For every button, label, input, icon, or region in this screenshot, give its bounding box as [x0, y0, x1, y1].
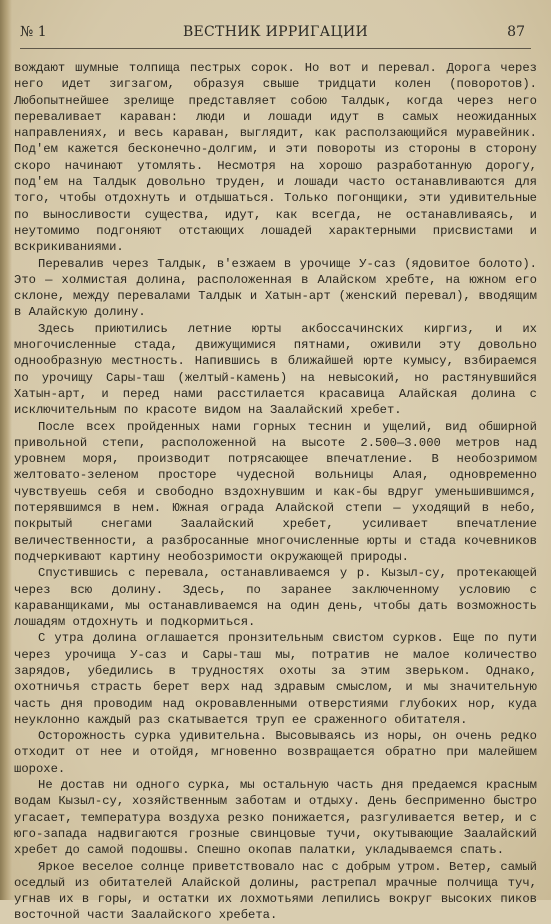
- page-spine-shadow: [0, 0, 12, 900]
- issue-number: № 1: [20, 24, 47, 40]
- paragraph: Яркое веселое солнце приветствовало нас с добрым утром. Ветер, самый оседлый из обитателей Алайской долины, растрепал мрачные полчища туч, угнав их в горы, и остатки их лохмотьями лепились вокруг высоких пиков восточной части Заалайского хребета.: [14, 859, 537, 923]
- running-header: [20, 22, 531, 49]
- paragraph: Перевалив через Талдык, в'езжаем в урочище У-саз (ядовитое болото). Это — холмистая долина, расположенная в Алайском хребте, на южном его склоне, между перевалами Талдык и Хатын-арт (женский перевал), вводящим в Алайскую долину.: [14, 256, 537, 320]
- paragraph: Спустившись с перевала, останавливаемся у р. Кызыл-су, протекающей через всю долину. Здесь, по заранее заключенному условию с караванщиками, мы останавливаемся на один день, чтобы дать возможность лошадям отдохнуть и подкормиться.: [14, 566, 537, 630]
- paragraph: С утра долина оглашается пронзительным свистом сурков. Еще по пути через урочища У-саз и Сары-таш мы, потратив не малое количество зарядов, убедились в трудностях охоты за этим зверьком. Однако, охотничья страсть берет верх над здравым смыслом, и мы значительную часть дня проводим над окровавленными отверстиями глубоких нор, куда неуклонно каждый раз скатывается труп ее сраженного обитателя.: [14, 631, 537, 727]
- paragraph: После всех пройденных нами горных теснин и ущелий, вид обширной привольной степи, расположенной на высоте 2.500—3.000 метров над уровнем моря, производит потрясающее впечатление. В необозримом желтовато-зеленом просторе чудесной вольницы Алая, одновременно чувствуешь себя и свободно вздохнувшим и как-бы вдруг уменьшившимся, потерявшимся в нем. Южная ограда Алайской степи — уходящий в небо, покрытый снегами Заалайский хребет, усиливает впечатление величественности, а разбросанные многочисленные юрты и стада кочевников подчеркивают картину необозримости окружающей природы.: [14, 419, 537, 564]
- page-number: 87: [507, 24, 525, 40]
- article-body: [14, 60, 537, 924]
- journal-title: ВЕСТНИК ИРРИГАЦИИ: [182, 24, 369, 40]
- paragraph: вождают шумные толпища пестрых сорок. Но вот и перевал. Дорога через него идет зигзагом, образуя свыше тридцати колен (поворотов). Любопытнейшее зрелище представляет собою Талдык, когда через него переваливает караван: люди и лошади идут в самых неожиданных направлениях, и весь караван, выглядит, как расползающийся муравейник. Под'ем кажется бесконечно-долгим, и эти повороты из стороны в сторону скоро начинают утомлять. Несмотря на хорошо разработанную дорогу, под'ем на Талдык довольно труден, и лошади часто останавливаются для того, чтобы отдохнуть и отдышаться. Только погонщики, эти удивительные по выносливости существа, идут, как всегда, не останавливаясь, и неутомимо подгоняют отстающих лошадей характерными присвистами и вскрикиваниями.: [14, 61, 537, 255]
- paragraph: Не достав ни одного сурка, мы остальную часть дня предаемся красным водам Кызыл-су, хозяйственным заботам и отдыху. День бесприменно быстро угасает, температура воздуха резко понижается, разгуливается ветер, и с юго-запада надвигаются грозные свинцовые тучи, окутывающие Заалайский хребет до самой подошвы. Спешно окопав палатки, укладываемся спать.: [14, 778, 537, 858]
- paragraph: Здесь приютились летние юрты акбоссачинских киргиз, и их многочисленные стада, движущимися пятнами, оживили эту довольно однообразную местность. Напившись в ближайшей юрте кумысу, взбираемся по урочищу Сары-таш (желтый-камень) на невысокий, но растянувшийся Хатын-арт, и перед нами расстилается красавица Алайская долина с исключительным по красоте видом на Заалайский хребет.: [14, 321, 537, 418]
- paragraph: Осторожность сурка удивительна. Высовываясь из норы, он очень редко отходит от нее и отойдя, мгновенно возвращается обратно при малейшем шорохе.: [14, 729, 537, 776]
